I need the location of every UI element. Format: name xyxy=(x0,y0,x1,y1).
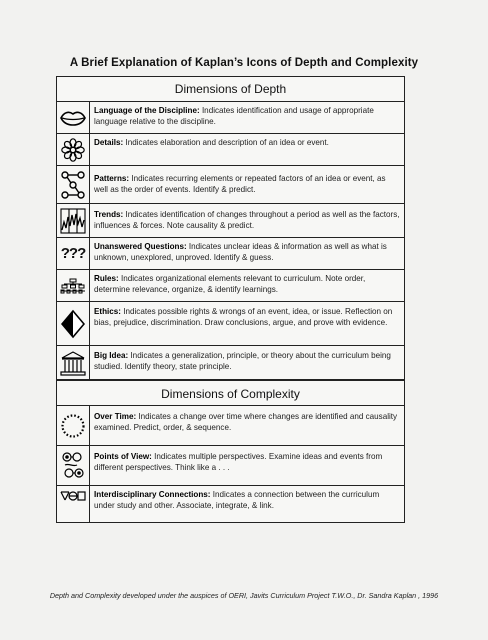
table-row xyxy=(57,238,404,270)
flower-icon xyxy=(57,134,90,165)
pillars-icon xyxy=(57,346,90,379)
diamond-scale-icon xyxy=(57,302,90,345)
table-row xyxy=(57,134,404,166)
row-text: Details: Indicates elaboration and description of an idea or event. xyxy=(94,138,329,147)
table-row xyxy=(57,346,404,380)
table-row xyxy=(57,102,404,134)
table-row xyxy=(57,406,404,446)
row-text: Ethics: Indicates possible rights & wrongs of an event, idea, or issue. Reflection on bias, prejudice, discrimination. Draw conclusions, argue, and prove with evidence. xyxy=(94,307,393,328)
table-row xyxy=(57,446,404,486)
row-text: Patterns: Indicates recurring elements or repeated factors of an idea or event, as well as the order of events. Identify & predict. xyxy=(94,174,386,195)
row-text: Unanswered Questions: Indicates unclear ideas & information as well as what is unknown, unexplored, unproved. Identify & guess. xyxy=(94,242,387,263)
glasses-icon xyxy=(57,446,90,485)
row-text: Interdisciplinary Connections: Indicates a connection between the curriculum under study and other. Associate, integrate, & link. xyxy=(94,490,380,511)
row-text: Trends: Indicates identification of changes throughout a period as well as the factors, influences & forces. Note causality & predict. xyxy=(94,210,400,231)
depth-section-header: Dimensions of Depth xyxy=(57,77,404,102)
question-marks-icon: ??? xyxy=(57,238,90,269)
table-row xyxy=(57,204,404,238)
complexity-section-header: Dimensions of Complexity xyxy=(57,380,404,406)
lips-icon xyxy=(57,102,90,133)
row-text: Big Idea: Indicates a generalization, principle, or theory about the curriculum being studied. Identify theory, state principle. xyxy=(94,351,391,372)
trend-graph-icon xyxy=(57,204,90,237)
connections-icon xyxy=(57,486,90,522)
linked-circles-icon xyxy=(57,166,90,203)
row-text: Rules: Indicates organizational elements relevant to curriculum. Note order, determine relevance, organize, & identify learnings. xyxy=(94,274,366,295)
icons-table xyxy=(56,76,405,523)
table-row xyxy=(57,486,404,522)
footer-note: Depth and Complexity developed under the auspices of OERI, Javits Curriculum Project T.W.O., Dr. Sandra Kaplan , 1996 xyxy=(49,591,439,600)
table-row xyxy=(57,270,404,302)
row-text: Over Time: Indicates a change over time where changes are identified and causality examined. Predict, order, & sequence. xyxy=(94,412,398,433)
row-text: Points of View: Indicates multiple perspectives. Examine ideas and events from different perspectives. Think like a . . . xyxy=(94,452,383,473)
hierarchy-icon xyxy=(57,270,90,301)
row-text: Language of the Discipline: Indicates identification and usage of appropriate language relative to the discipline. xyxy=(94,106,374,127)
clock-circle-icon xyxy=(57,406,90,445)
table-row xyxy=(57,302,404,346)
page-title: A Brief Explanation of Kaplan’s Icons of Depth and Complexity xyxy=(69,57,419,69)
table-row xyxy=(57,166,404,204)
